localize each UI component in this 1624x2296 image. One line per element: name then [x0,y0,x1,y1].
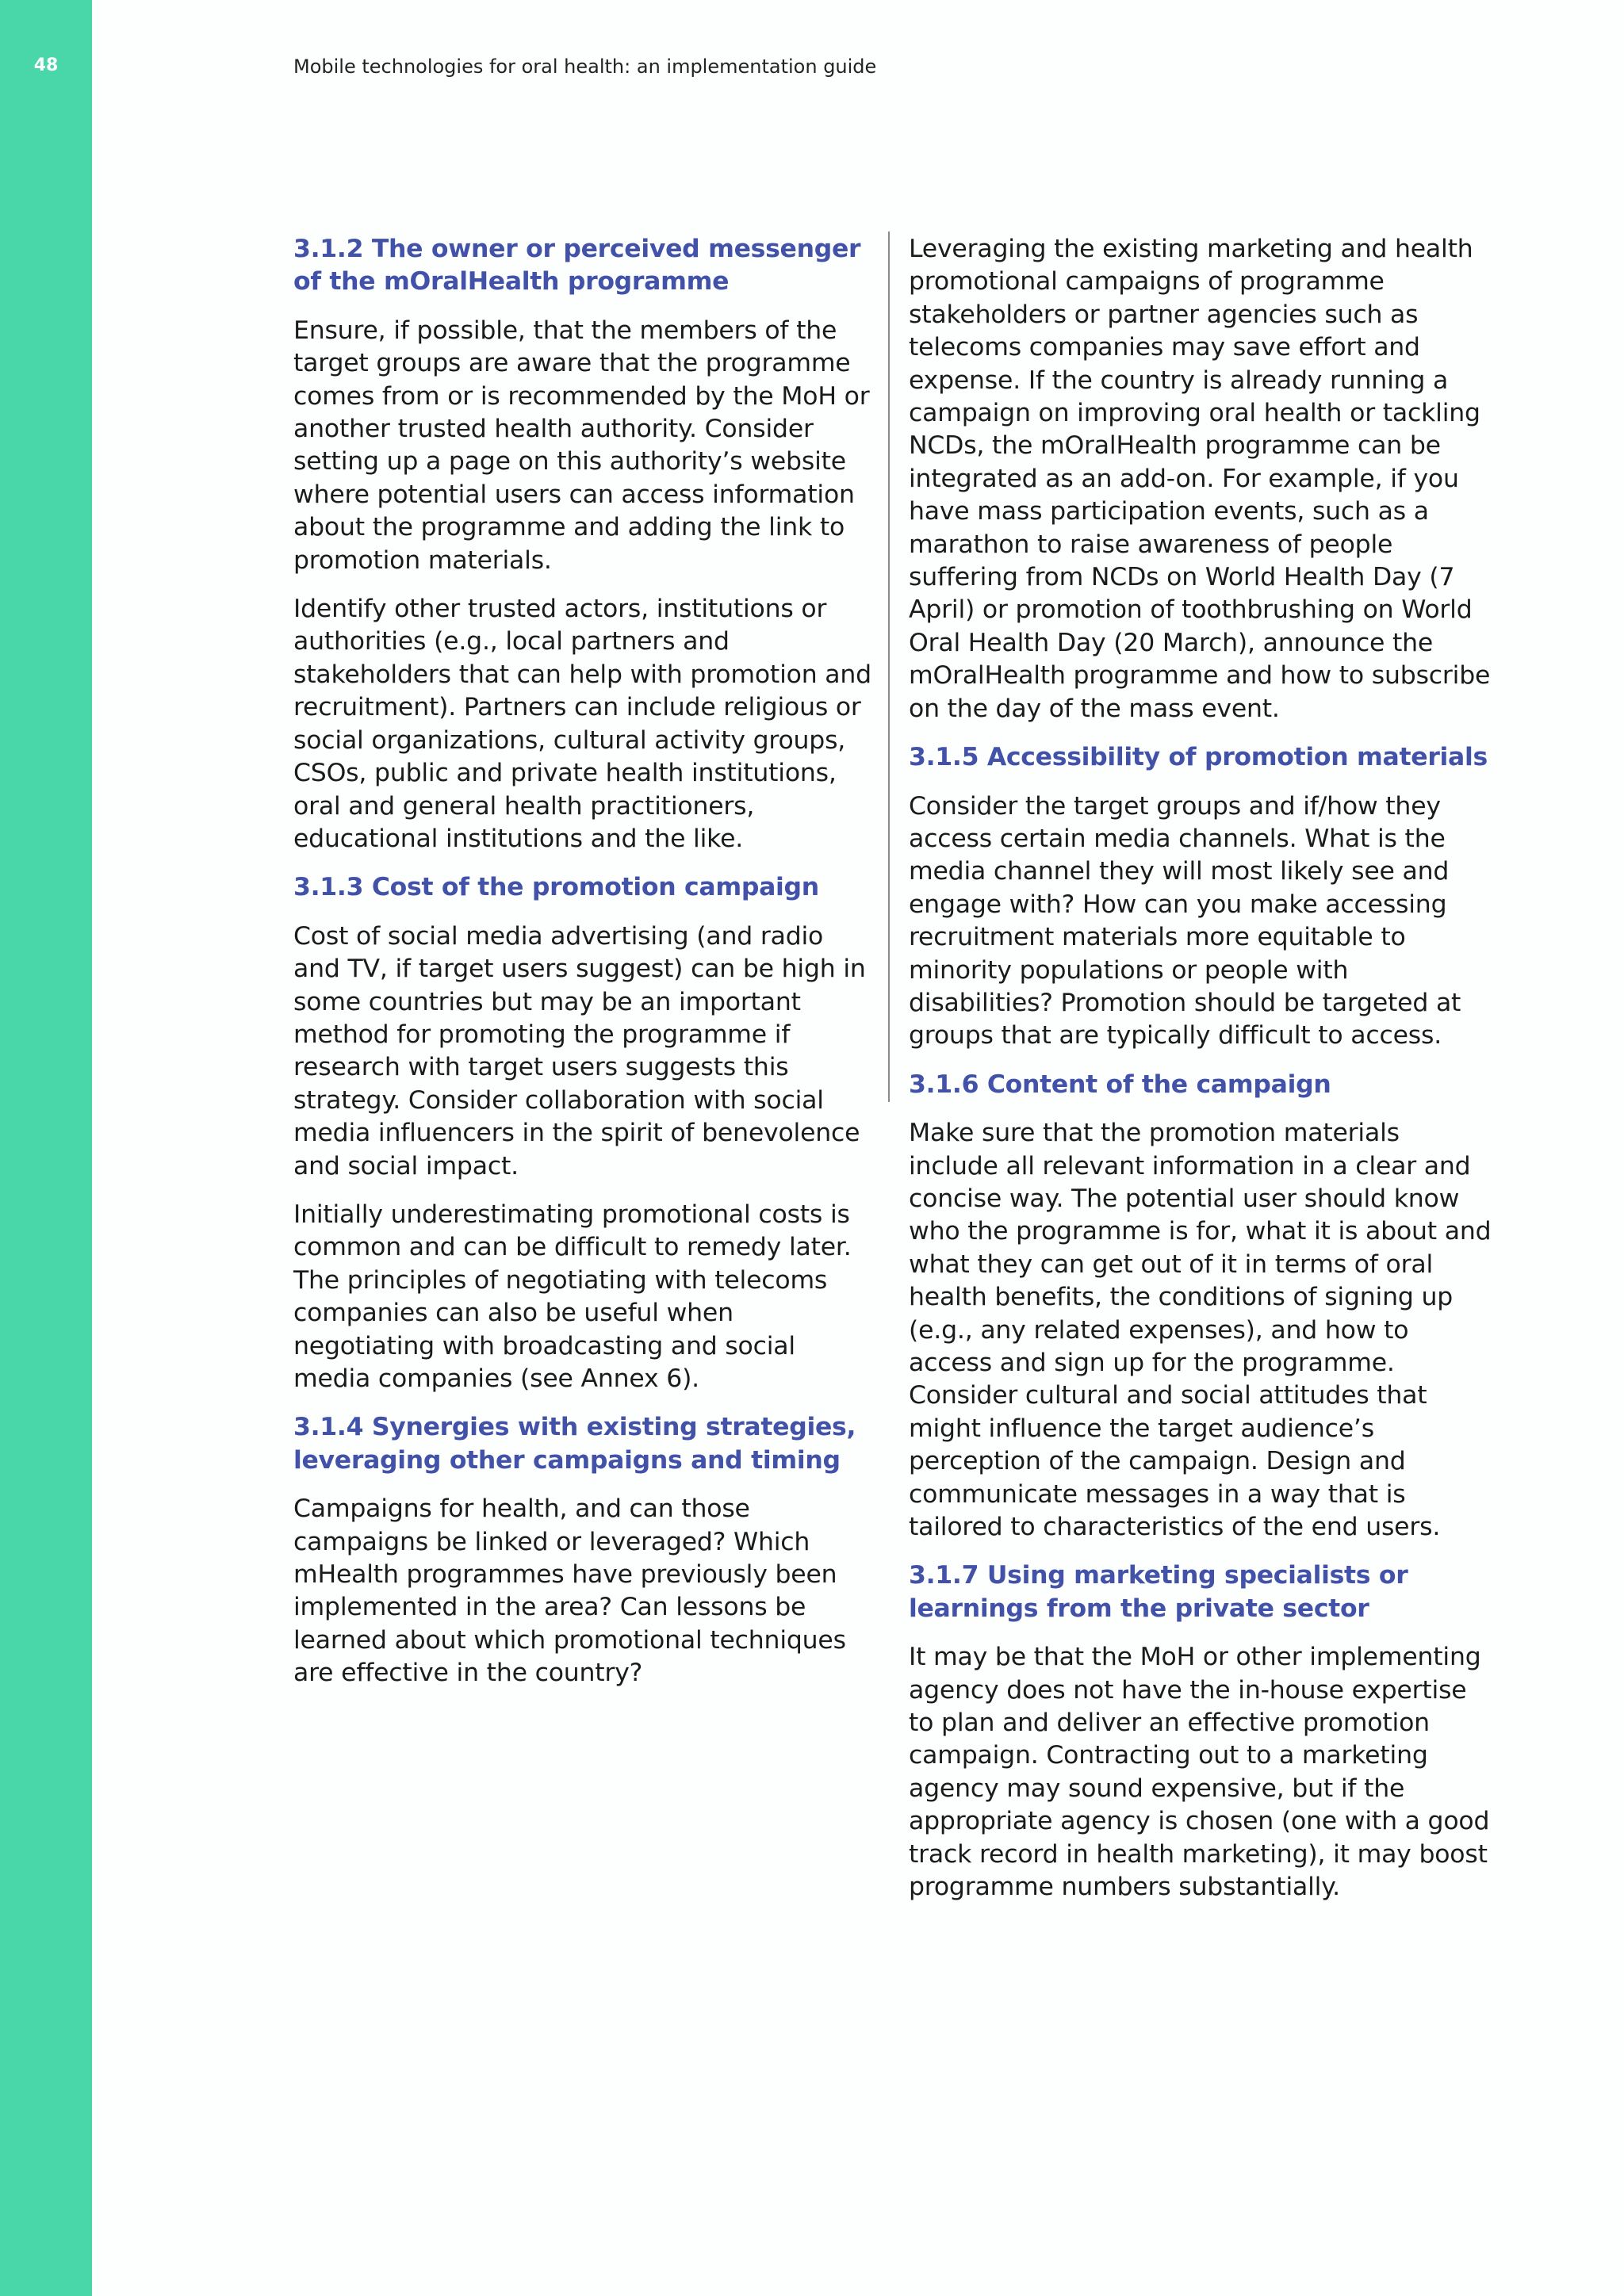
section-heading-3-1-5: 3.1.5 Accessibility of promotion materials [909,743,1488,772]
paragraph: Leveraging the existing marketing and health promotional campaigns of programme stakeholders or partner agencies such as telecoms companies may save effort and expense. If the country is already running a campaign on improving oral health or tackling NCDs, the mOralHealth programme can be integrated as an add-on. For example, if you have mass participation events, such as a marathon to raise awareness of people suffering from NCDs on World Health Day (7 April) or promotion of toothbrushing on World Oral Health Day (20 March), announce the mOralHealth programme and how to subscribe on the day of the mass event. [909,235,1491,723]
section-heading-3-1-3: 3.1.3 Cost of the promotion campaign [293,873,819,902]
paragraph: Consider the target groups and if/how they access certain media channels. What is the media channel they will most likely see and engage with? How can you make accessing recruitment materials more equitable to minority populations or people with disabilities? Promotion should be targeted at groups that are typically difficult to access. [909,791,1461,1050]
column-divider [888,232,890,1102]
page-number: 48 [33,55,59,75]
paragraph: Initially underestimating promotional costs is common and can be difficult to remedy later. The principles of negotiating with telecoms companies can also be useful when negotiating with broadcasting and social media companies (see Annex 6). [293,1200,852,1393]
section-heading-3-1-7: 3.1.7 Using marketing specialists or learnings from the private sector [909,1561,1408,1623]
paragraph: It may be that the MoH or other implementing agency does not have the in-house expertise to plan and deliver an effective promotion campaign. Contracting out to a marketing agency may sound expensive, but if the appropriate agency is chosen (one with a good track record in health marketing), it may boost programme numbers substantially. [909,1643,1490,1902]
running-header: Mobile technologies for oral health: an implementation guide [293,55,877,78]
section-heading-3-1-2: 3.1.2 The owner or perceived messenger of the mOralHealth programme [293,235,861,297]
paragraph: Campaigns for health, and can those campaigns be linked or leveraged? Which mHealth programmes have previously been implemented in the area? Can lessons be learned about which promotional techniques are effective in the country? [293,1494,846,1688]
side-accent-bar [0,0,92,2296]
paragraph: Identify other trusted actors, institutions or authorities (e.g., local partners and stakeholders that can help with promotion and recruitment). Partners can include religious or social organizations, cultural activity groups, CSOs, public and private health institutions, oral and general health practitioners, educational institutions and the like. [293,595,871,853]
paragraph: Cost of social media advertising (and radio and TV, if target users suggest) can be high in some countries but may be an important method for promoting the programme if research with target users suggests this strategy. Consider collaboration with social media influencers in the spirit of benevolence and social impact. [293,921,866,1181]
section-heading-3-1-6: 3.1.6 Content of the campaign [909,1070,1331,1099]
paragraph: Ensure, if possible, that the members of the target groups are aware that the programme comes from or is recommended by the MoH or another trusted health authority. Consider setting up a page on this authority’s website where potential users can access information about the programme and adding the link to promotion materials. [293,316,870,575]
paragraph: Make sure that the promotion materials include all relevant information in a clear and concise way. The potential user should know who the programme is for, what it is about and what they can get out of it in terms of oral health benefits, the conditions of signing up (e.g., any related expenses), and how to access and sign up for the programme. Consider cultural and social attitudes that might influence the target audience’s perception of the campaign. Design and communicate messages in a way that is tailored to characteristics of the end users. [909,1119,1492,1542]
right-column [909,233,1492,1920]
left-column [293,233,876,1706]
section-heading-3-1-4: 3.1.4 Synergies with existing strategies, leveraging other campaigns and timing [293,1413,856,1475]
